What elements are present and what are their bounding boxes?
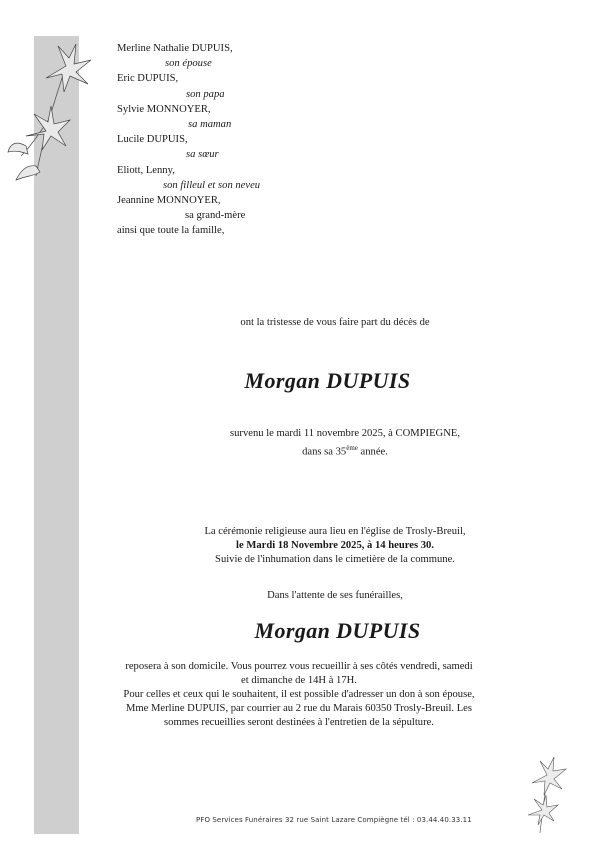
- family-member-role: son épouse: [165, 58, 212, 70]
- lily-flower-illustration: [6, 36, 106, 186]
- family-member-name: Lucile DUPUIS,: [117, 134, 188, 146]
- death-details: [95, 427, 595, 460]
- family-list: [117, 41, 260, 239]
- family-member-role: sa maman: [188, 119, 232, 131]
- donation-paragraph: Pour celles et ceux qui le souhaitent, il est possible d'adresser un don à son épouse, Mme Merline DUPUIS, par courrier au 2 rue du Marais 60350 Trosly-Breuil. Les sommes recueillies seront destinées à l'entretien de la sépulture.: [123, 689, 475, 728]
- family-member-name: Sylvie MONNOYER,: [117, 103, 211, 115]
- family-member-role: sa grand-mère: [185, 210, 246, 222]
- announcement-intro: ont la tristesse de vous faire part du décès de: [240, 317, 430, 328]
- family-member-role: son papa: [186, 88, 225, 100]
- family-member-name: Eric DUPUIS,: [117, 73, 179, 85]
- waiting-text: Dans l'attente de ses funérailles,: [267, 590, 403, 601]
- ceremony-location: La cérémonie religieuse aura lieu en l'église de Trosly-Breuil,: [204, 526, 466, 537]
- family-closing: ainsi que toute la famille,: [117, 225, 225, 237]
- age-line: dans sa 35ème année.: [302, 444, 388, 458]
- ceremony-details: [75, 525, 595, 567]
- ceremony-date: le Mardi 18 Novembre 2025, à 14 heures 30.: [236, 540, 434, 551]
- deceased-name-heading-2: Morgan DUPUIS: [254, 618, 421, 643]
- family-member-role: son filleul et son neveu: [163, 179, 261, 191]
- rest-visitation-paragraph: reposera à son domicile. Vous pourrez vous recueillir à ses côtés vendredi, samedi et dimanche de 14H à 17H.: [125, 661, 473, 686]
- death-date-line: survenu le mardi 11 novembre 2025, à COMPIEGNE,: [230, 428, 460, 439]
- burial-note: Suivie de l'inhumation dans le cimetière de la commune.: [215, 554, 455, 565]
- family-member-name: Jeannine MONNOYER,: [117, 195, 221, 207]
- deceased-name-heading: Morgan DUPUIS: [244, 368, 411, 393]
- funeral-home-footer: PFO Services Funéraires 32 rue Saint Lazare Compiègne tél : 03.44.40.33.11: [196, 816, 472, 824]
- family-member-name: Merline Nathalie DUPUIS,: [117, 43, 233, 54]
- family-member-name: Eliott, Lenny,: [117, 164, 175, 176]
- lily-flower-illustration: [512, 755, 592, 835]
- family-member-role: sa sœur: [186, 149, 219, 161]
